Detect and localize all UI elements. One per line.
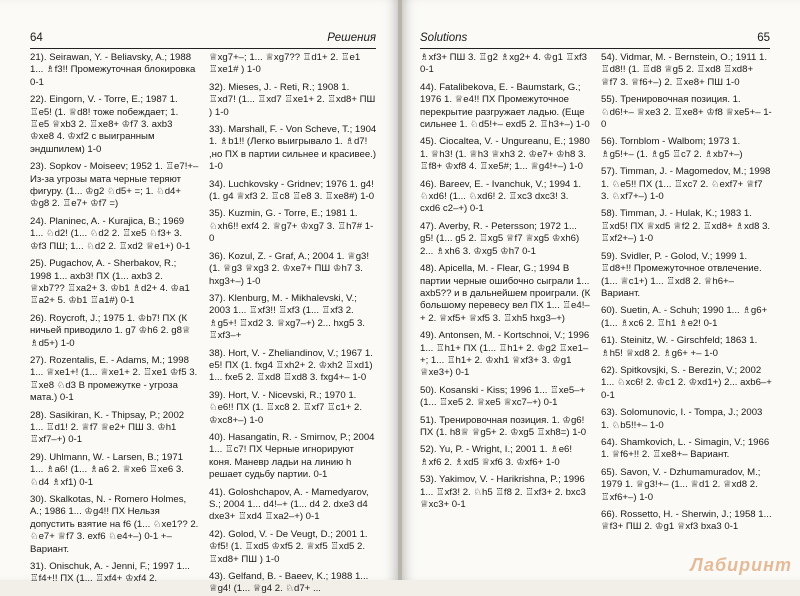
solution-entry: 54). Vidmar, M. - Bernstein, O.; 1911 1. ♖d8!! (1. ♖d8 ♕g5 2. ♖xd8 ♖xd8+ ♕f7 3. ♕f6+–) 2. ♖xe8+ ПШ 1-0 xyxy=(601,52,768,88)
solution-entry: 34). Luchkovsky - Gridnev; 1976 1. g4! (1. g4 ♕xf3 2. ♖c8 ♖e8 3. ♖xe8#) 1-0 xyxy=(209,178,375,203)
solution-entry: 29). Uhlmann, W. - Larsen, B.; 1971 1... ♗a6! (1... ♗a6 2. ♕xe6 ♖xe6 3. ♘d4 ♗xf1) 0-1 xyxy=(30,451,184,488)
solution-entry: 49). Antonsen, M. - Kortschnoi, V.; 1996 1... ♖h1+ ПХ (1... ♖h1+ 2. ♔g2 ♖xe1–+; 1... ♖h1+ 2. ♔xh1 ♕xf3+ 3. ♔g1 ♕xe3+) 0-1 xyxy=(420,330,590,379)
solution-entry: 27). Rozentalis, E. - Adams, M.; 1998 1... ♕xe1+! (1... ♕xe1+ 2. ♖xe1 ♔f5 3. ♖xe8 ♘d3 В промежутке - угроза мата.) 0-1 xyxy=(30,354,198,404)
left-column-1 xyxy=(30,52,199,585)
solution-entry: 62). Spitkovsjki, S. - Berezin, V.; 2002 1... ♘xc6! 2. ♔c1 2. ♔xd1+) 2... axb6–+ 0-1 xyxy=(601,364,772,401)
solution-entry: 43). Gelfand, B. - Baeev, K.; 1988 1... ♕g4! (1... ♕g4 2. ♘d7+ ... xyxy=(209,571,369,595)
solution-entry: 37). Klenburg, M. - Mikhalevski, V.; 2003 1... ♖xf3!! ♖xf3 (1... ♖xf3 2. ♗g5+! ♖xd2 3. ♕xg7–+) 2... hxg5 3. ♖xf3–+ xyxy=(209,292,365,342)
solution-entry: 55). Тренировочная позиция. 1. ♘d6!+– ♕xe3 2. ♖xe8+ ♔f8 ♕xe5+– 1-0 xyxy=(601,94,772,131)
solution-entry: 40). Hasangatin, R. - Smirnov, P.; 2004 1... ♖c7! ПХ Черные игнорируют коня. Маневр ладьи на линию h решает судьбу партии. 0-1 xyxy=(209,431,375,481)
solution-entry: 66). Rossetto, H. - Sherwin, J.; 1958 1... ♕f3+ ПШ 2. ♔g1 ♕xf3 bxa3 0-1 xyxy=(601,509,772,533)
solution-entry: 48). Apicella, M. - Flear, G.; 1994 В партии черные ошибочно сыграли 1... axb5?? и в дальнейшем проиграли. (К большому перевесу вел ПХ 1... ♖e4!–+ 2. ♕xf5+ ♕xf5 3. ♖xh5 hxg3–+) xyxy=(420,263,591,324)
solution-entry: 53). Yakimov, V. - Harikrishna, P.; 1996 1... ♖xf3! 2. ♘h5 ♖f8 2. ♖xf3+ 2. bxc3 ♕xc3+ 0-1 xyxy=(420,474,586,510)
solution-entry: 52). Yu, P. - Wright, I.; 2001 1. ♗e6! ♗xf6 2. ♗xd5 ♕xf6 3. ♔xf6+ 1-0 xyxy=(420,444,573,468)
solution-entry: 63). Solomunovic, I. - Tompa, J.; 2003 1. ♘b5!!+– 1-0 xyxy=(601,407,763,431)
solution-entry: 42). Golod, V. - De Veugt, D.; 2001 1. ♔f5! (1. ♖xd5 ♔xf5 2. ♕xf5 ♖xd5 2. ♖xd8+ ПШ ) 1-0 xyxy=(209,528,368,565)
left-columns xyxy=(30,52,378,595)
solution-entry: 41). Goloshchapov, A. - Mamedyarov, S.; 2004 1... d4!–+ (1... d4 2. dxe3 d4 dxe3+ ♖xd4 ♖xa2–+) 0-1 xyxy=(209,486,369,523)
solution-entry: 44). Fatalibekova, E. - Baumstark, G.; 1976 1. ♕e4!! ПХ Промежуточное перекрытие разгружает ладью. (Еще сильнее 1. ♘d5!+– exd5 2. ♖h3+–) 1-0 xyxy=(420,81,590,131)
left-page-number: 64 xyxy=(30,32,43,44)
solution-entry: 51). Тренировочная позиция. 1. ♔g6! ПХ (1. h8♕ ♕g5+ 2. ♔xg5 ♖xh8=) 1-0 xyxy=(420,414,587,438)
solution-entry: 58). Timman, J. - Hulak, K.; 1983 1. ♖xd5! ПХ ♕xd5 ♕f2 2. ♖xd8+ ♗xd8 3. ♖xf2+–) 1-0 xyxy=(601,208,771,245)
solution-entry: 50). Kosanski - Kiss; 1996 1... ♖xe5–+ (1... ♖xe5 2. ♕xe5 ♕xc7–+) 0-1 xyxy=(420,384,586,409)
solution-entry: 57). Timman, J. - Magomedov, M.; 1998 1. ♘e5!! ПХ (1... ♖xc7 2. ♘exf7+ ♕f7 3. ♘xf7+–) 1-0 xyxy=(601,166,771,203)
solution-entry: 30). Skalkotas, N. - Romero Holmes, A.; 1986 1... ♔g4!! ПХ Нельзя допустить взятие на f6 (1... ♘xe1?? 2. ♘e7+ ♕f7 3. exf6 ♘e4+–) 0-1 +– Вариант. xyxy=(30,494,199,555)
solution-entry: 65). Savon, V. - Dzhumamuradov, M.; 1979 1. ♕g3!+– (1... ♕d1 2. ♕xd8 2. ♖xf6+–) 1-0 xyxy=(601,466,761,503)
solution-entry: 59). Svidler, P. - Golod, V.; 1999 1. ♖d8+!! Промежуточное отвлечение. (1... ♕c1+) 1... ♖xd8 2. ♕h6+– Вариант. xyxy=(601,250,762,299)
right-column-2 xyxy=(601,52,772,572)
left-page-header xyxy=(30,30,376,49)
solution-entry: 36). Kozul, Z. - Graf, A.; 2004 1. ♕g3! (1. ♕g3 ♕xg3 2. ♔xe7+ ПШ ♔h7 3. hxg3+–) 1-0 xyxy=(209,250,370,287)
solution-entry: 33). Marshall, F. - Von Scheve, T.; 1904 1. ♗b1!! (Легко выигрывало 1. ♗d7! ,но ПХ в партии сильнее и красивее.) 1-0 xyxy=(209,124,377,173)
solution-entry: 28). Sasikiran, K. - Thipsay, P.; 2002 1... ♖d1! 2. ♕f7 ♕e2+ ПШ 3. ♔h1 ♖xf7–+) 0-1 xyxy=(30,409,185,446)
watermark-logo: Лабиринт xyxy=(690,555,792,575)
solution-entry: ♕xg7+–; 1... ♕xg7?? ♖d1+ 2. ♖e1 ♖xe1# ) 1-0 xyxy=(209,52,361,76)
solution-entry: 35). Kuzmin, G. - Torre, E.; 1981 1. ♘xh6!! exf4 2. ♕g7+ ♔xg7 3. ♖h7# 1-0 xyxy=(209,208,374,245)
solution-entry: 64). Shamkovich, L. - Simagin, V.; 1966 1. ♕f6+!! 2. ♖xe8+– Вариант. xyxy=(601,436,770,461)
solution-entry: 46). Bareev, E. - Ivanchuk, V.; 1994 1. ♘xd6! (1... ♘xd6! 2. ♖xc3 dxc3! 3. cxd6 c2–+) 0-1 xyxy=(420,178,582,215)
solution-entry: 24). Planinec, A. - Kurajica, B.; 1969 1... ♘d2! (1... ♘d2 2. ♖xe5 ♘f3+ 3. ♔f3 ПШ; 1... ♘d2 2. ♖xd2 ♕e1+) 0-1 xyxy=(30,215,191,252)
solution-entry: 38). Hort, V. - Zheliandinov, V.; 1967 1. e5! ПХ (1. fxg4 ♖xh2+ 2. ♔xh2 ♖xd1) 1... fxe5 2. ♖xd8 ♖xd8 3. fxg4+– 1-0 xyxy=(209,347,373,384)
right-columns xyxy=(420,52,772,572)
solution-entry: 23). Sopkov - Moiseev; 1952 1. ♖e7!+– Из-за угрозы мата черные теряют фигуру. (1... ♔g2 ♘d5+ =; 1. ♘d4+ ♔g8 2. ♖e7+ ♔f7 =) xyxy=(30,161,199,210)
right-column-1 xyxy=(420,52,591,572)
right-page xyxy=(402,0,800,580)
right-page-number: 65 xyxy=(757,32,770,44)
right-page-header xyxy=(420,30,770,49)
solution-entry: 21). Seirawan, Y. - Beliavsky, A.; 1988 1... ♗f3!! Промежуточная блокировка 0-1 xyxy=(30,52,196,88)
solution-entry: 61). Steinitz, W. - Girschfeld; 1863 1. ♗h5! ♕xd8 2. ♗g6+ +– 1-0 xyxy=(601,335,758,359)
solution-entry: 56). Tornblom - Walbom; 1973 1. ♗g5!+– (1. ♗g5 ♖c7 2. ♗xb7+–) xyxy=(601,136,743,160)
left-page xyxy=(0,0,398,595)
solution-entry: 25). Pugachov, A. - Sherbakov, R.; 1998 1... axb3! ПХ (1... axb3 2. ♕xb7?? ♖xa2+ 3. ♔b1 ♗d2+ 4. ♔a1 ♖a2+ 5. ♔b1 ♖a1#) 0-1 xyxy=(30,258,190,307)
solution-entry: 60). Suetin, A. - Schuh; 1990 1... ♗g6+ (1... ♗xc6 2. ♖h1 ♗e2! 0-1 xyxy=(601,305,768,329)
solution-entry: 32). Mieses, J. - Reti, R.; 1908 1. ♖xd7! (1... ♖xd7 ♖xe1+ 2. ♖xd8+ ПШ ) 1-0 xyxy=(209,81,376,118)
left-column-2 xyxy=(209,52,378,595)
solution-entry: 47). Averby, R. - Petersson; 1972 1... g5! (1... g5 2. ♖xg5 ♕f7 ♕xg5 ♔xh6) 2... ♗xh6 3. ♔xg5 ♔h7 0-1 xyxy=(420,220,580,257)
solution-entry: 39). Hort, V. - Nicevski, R.; 1970 1. ♘e6!! ПХ (1. ♖xc8 2. ♖xf7 ♖c1+ 2. ♔xc8+–) 1-0 xyxy=(209,389,363,426)
solution-entry: 26). Roycroft, J.; 1975 1. ♔b7! ПХ (К ничьей приводило 1. g7 ♔h6 2. g8♕ ♗d5+) 1-0 xyxy=(30,312,191,349)
solution-entry: 45). Ciocaltea, V. - Ungureanu, E.; 1980 1. ♕h3! (1. ♕h3 ♕xh3 2. ♔e7+ ♔h8 3. ♖f8+ ♔xf8 4. ♖xe5#; 1... ♕g4!+–) 1-0 xyxy=(420,136,590,173)
solution-entry: 31). Onischuk, A. - Jenni, F.; 1997 1... ♖f4+!! ПХ (1... ♖xf4+ ♔xf4 2. xyxy=(30,561,190,585)
left-page-title: Решения xyxy=(327,32,376,44)
solution-entry: ♗xf3+ ПШ 3. ♖g2 ♗xg2+ 4. ♔g1 ♖xf3 0-1 xyxy=(420,52,587,76)
solution-entry: 22). Eingorn, V. - Torre, E.; 1987 1. ♖e5! (1. ♕d8! тоже побеждает; 1. ♖e5 ♕xb3 2. ♖xe8+ ♔f7 3. axb3 ♔xe8 4. ♔xf2 с выигранным эндшпилем) 1-0 xyxy=(30,94,179,155)
right-page-title: Solutions xyxy=(420,32,468,44)
